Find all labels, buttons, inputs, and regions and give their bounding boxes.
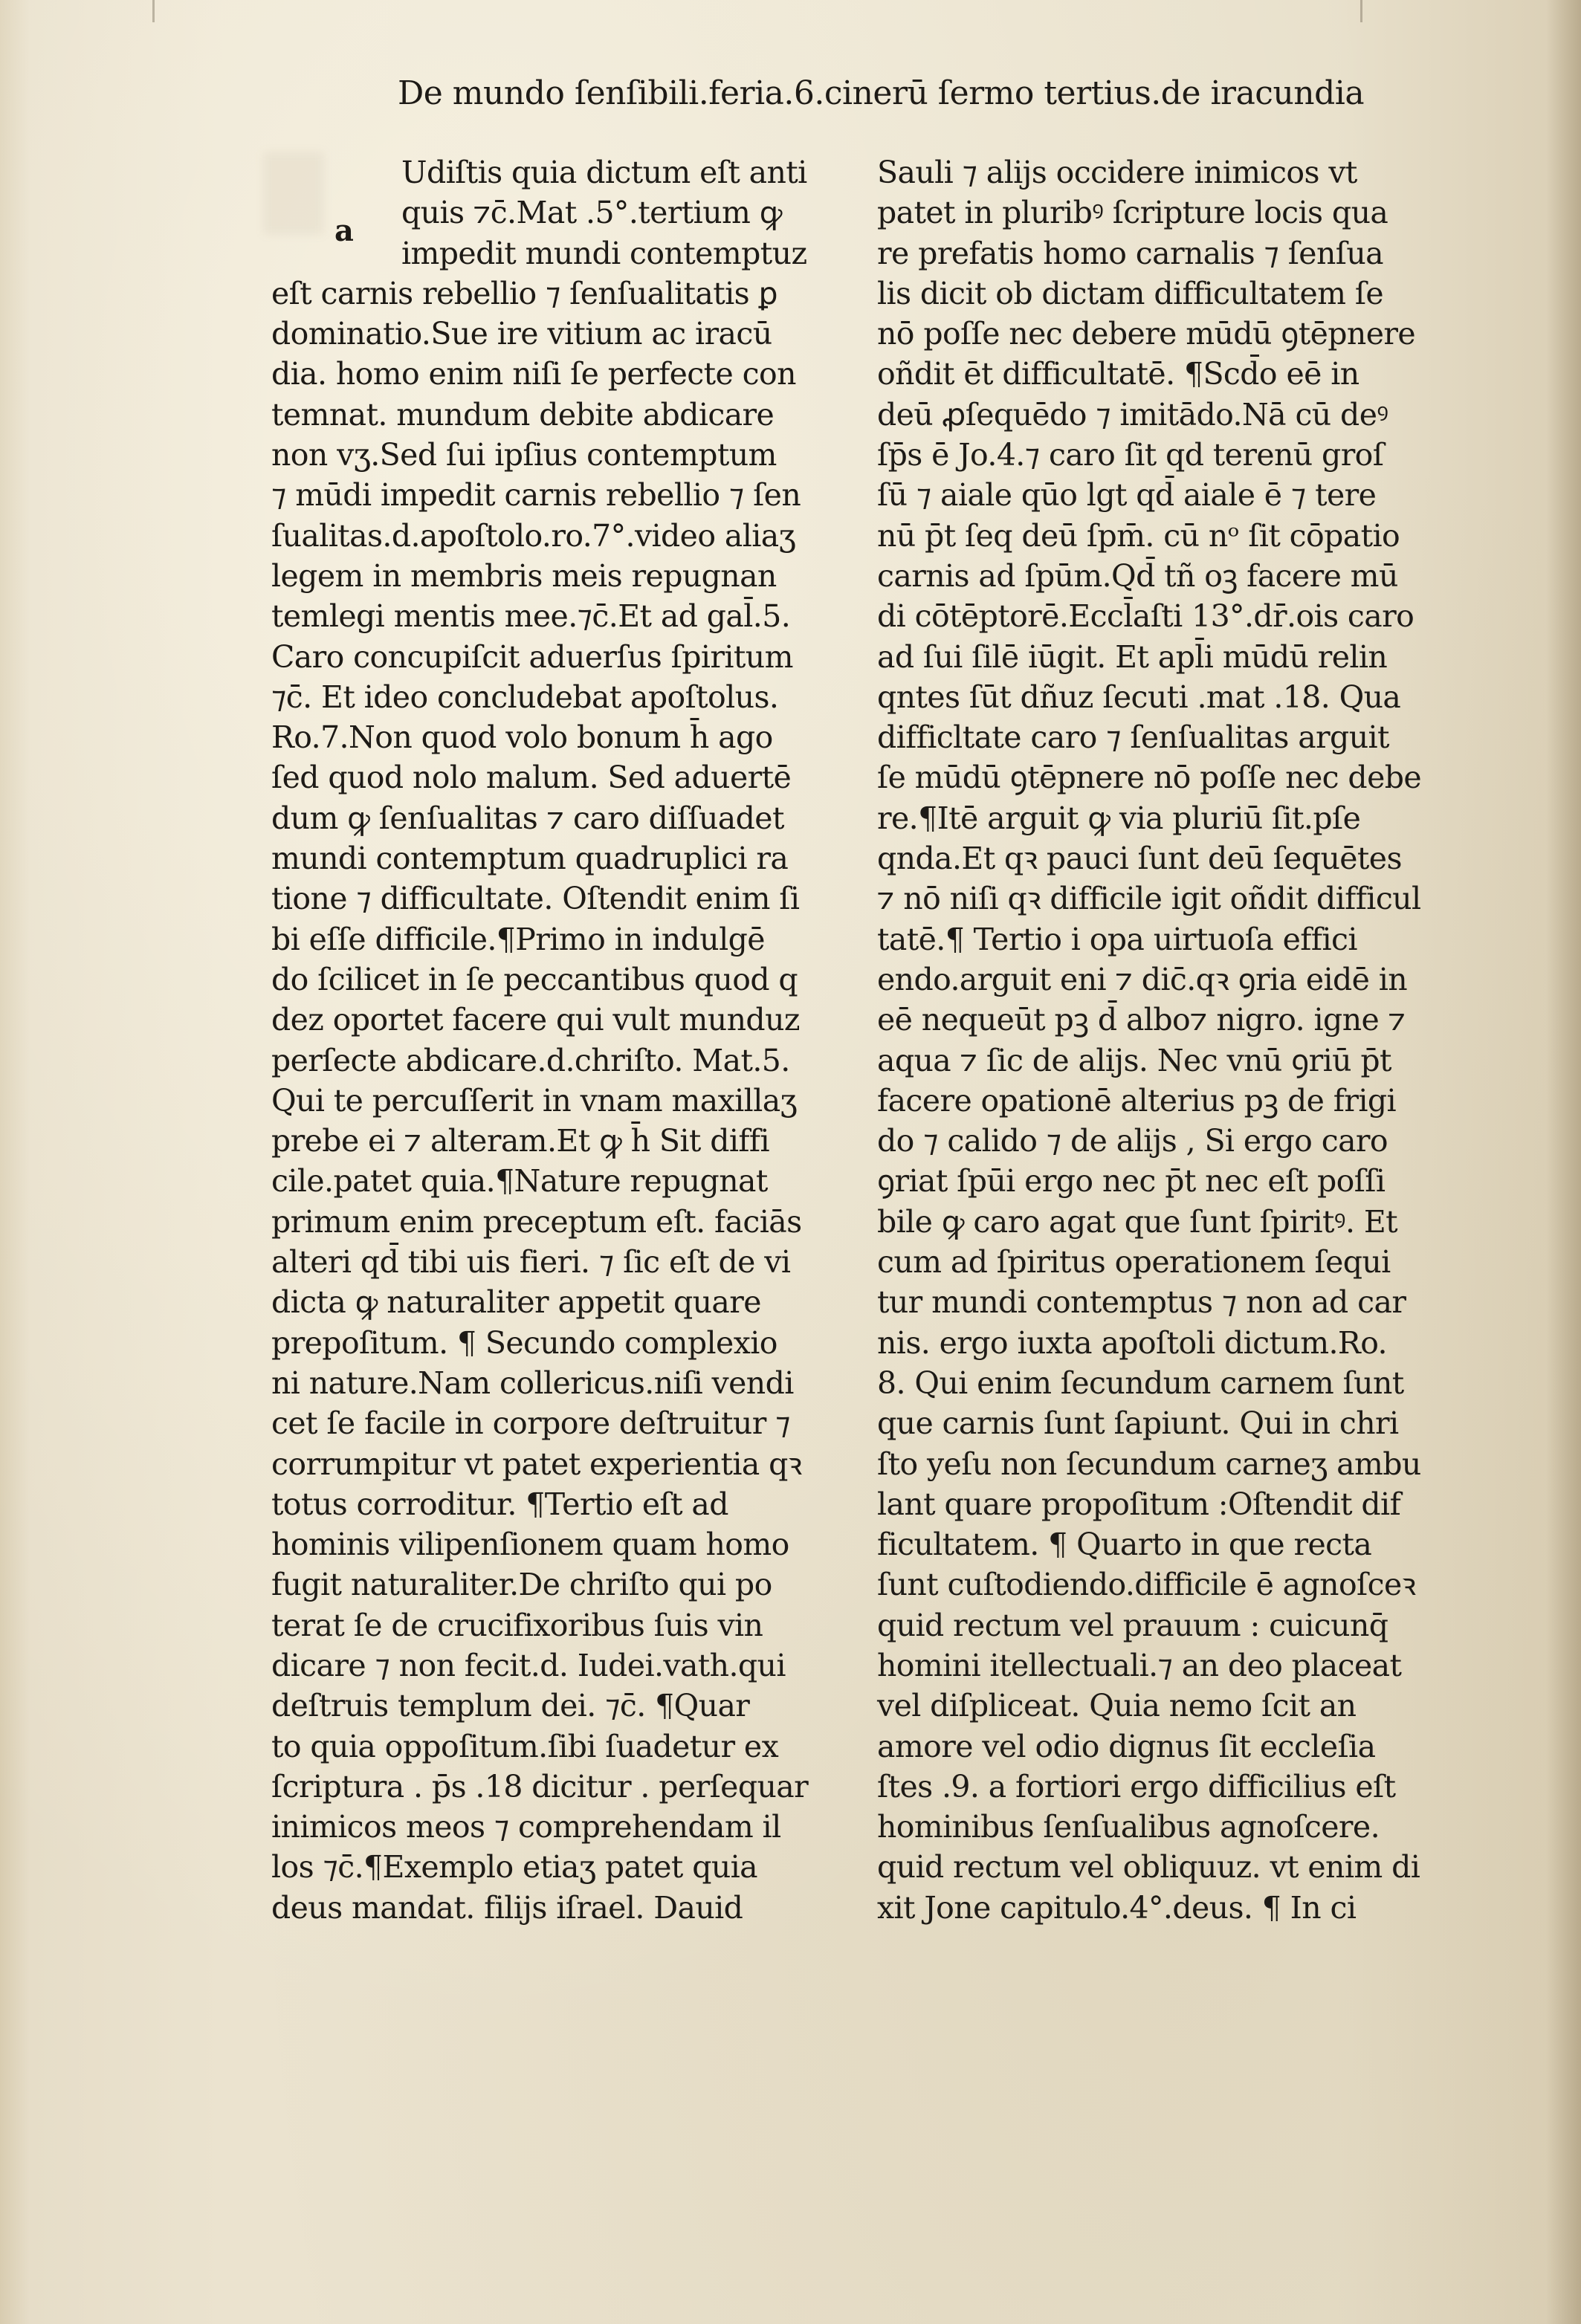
text-line: cum ad ſpiritus operationem ſequi	[877, 1244, 1391, 1281]
text-line: corrumpitur vt patet experientia qꝛ	[271, 1446, 802, 1482]
text-line: prepoſitum. ¶ Secundo complexio	[271, 1324, 777, 1361]
text-line: Qui te percuſſerit in vnam maxillaʒ	[271, 1082, 798, 1119]
text-line: qnda.Et qꝛ pauci ſunt deū ſequētes	[877, 841, 1402, 877]
text-line: mundi contemptum quadruplici ra	[271, 841, 789, 877]
text-line: quid rectum vel obliquuz. vt enim di	[877, 1849, 1420, 1886]
text-line: prebe ei ⁊ alteram.Et ꝙ h̄ Sit diffi	[271, 1123, 770, 1159]
text-line: que carnis ſunt ſapiunt. Qui in chri	[877, 1405, 1399, 1442]
text-line: quis ⁊c̄.Mat .5°.tertium ꝙ	[401, 195, 782, 231]
text-line: amore vel odio dignus ſit eccleſia	[877, 1728, 1376, 1764]
text-line: ſed quod nolo malum. Sed aduertē	[271, 760, 792, 796]
text-line: fugit naturaliter.De chriſto qui po	[271, 1567, 772, 1603]
text-line: ficultatem. ¶ Quarto in que recta	[877, 1527, 1372, 1563]
text-line: Sauli ⁊ alijs occidere inimicos vt	[877, 155, 1357, 190]
text-line: deus mandat. filijs iſrael. Dauid	[271, 1889, 743, 1926]
text-line: 8. Qui enim ſecundum carnem ſunt	[877, 1365, 1404, 1401]
text-line: lant quare propoſitum :Oſtendit dif	[877, 1486, 1401, 1522]
text-line: nō poſſe nec debere mūdū ꝯtēpnere	[877, 316, 1416, 352]
text-line: deſtruis templum dei. ⁊c̄. ¶Quar	[271, 1688, 750, 1724]
text-line: ꝯriat ſpūi ergo nec p̄t nec eſt poſſi	[877, 1163, 1386, 1200]
text-line: re.¶Itē arguit ꝙ via pluriū ſit.pſe	[877, 800, 1361, 836]
text-line: eē nequeūt pꝫ d̄ albo⁊ nigro. igne ⁊	[877, 1002, 1406, 1038]
text-line: lis dicit ob dictam difficultatem ſe	[877, 275, 1384, 311]
text-line: ⁊c̄. Et ideo concludebat apoſtolus.	[271, 679, 779, 715]
text-line: facere opationē alterius pꝫ de frigi	[877, 1082, 1396, 1119]
text-line: terat ſe de crucifixoribus ſuis vin	[271, 1607, 763, 1643]
text-line: primum enim preceptum eſt. faciās	[271, 1203, 802, 1240]
text-line: ſe mūdū ꝯtēpnere nō poſſe nec debe	[877, 760, 1422, 796]
text-line: impedit mundi contemptuz	[401, 235, 807, 271]
text-line: oñdit ēt difficultatē. ¶Scd̄o eē in	[877, 356, 1359, 392]
text-line: nū p̄t ſeq deū ſpm̄. cū nᵒ ſit cōpatio	[877, 517, 1400, 554]
text-line: Udiſtis quia dictum eſt anti	[401, 155, 807, 190]
text-line: nis. ergo iuxta apoſtoli dictum.Ro.	[877, 1324, 1387, 1361]
edge-mark	[152, 0, 155, 22]
text-line: bile ꝙ caro agat que ſunt ſpiritꝰ. Et	[877, 1203, 1398, 1240]
running-head: De mundo ſenſibili.feria.6.cinerū ſermo tertius.de iracundia	[398, 74, 1365, 112]
text-line: perſecte abdicare.d.chriſto. Mat.5.	[271, 1042, 790, 1078]
text-line: qntes ſūt dñuz ſecuti .mat .18. Qua	[877, 679, 1401, 715]
text-line: homini itellectuali.⁊ an deo placeat	[877, 1647, 1402, 1683]
text-line: hominis vilipenſionem quam homo	[271, 1527, 789, 1563]
text-line: cet ſe facile in corpore deſtruitur ⁊	[271, 1405, 790, 1442]
text-line: ſp̄s ē Jo.4.⁊ caro ſit qd terenū groſ	[877, 437, 1384, 473]
text-line: ⁊ nō niſi qꝛ difficile igit oñdit difficul	[877, 881, 1421, 917]
text-line: xit Jone capitulo.4°.deus. ¶ In ci	[877, 1889, 1357, 1926]
text-line: ſto yeſu non ſecundum carneʒ ambu	[877, 1446, 1421, 1482]
text-line: dicta ꝙ naturaliter appetit quare	[271, 1284, 761, 1321]
text-line: do ſcilicet in ſe peccantibus quod q	[271, 961, 798, 997]
text-line: cile.patet quia.¶Nature repugnat	[271, 1163, 768, 1200]
drop-initial-guide-letter: a	[334, 213, 354, 248]
text-line: los ⁊c̄.¶Exemplo etiaʒ patet quia	[271, 1849, 758, 1886]
text-line: ſualitas.d.apoſtolo.ro.7°.video aliaʒ	[271, 517, 796, 554]
text-line: tur mundi contemptus ⁊ non ad car	[877, 1284, 1406, 1321]
text-line: tione ⁊ difficultate. Oſtendit enim ſi	[271, 881, 800, 917]
text-line: temnat. mundum debite abdicare	[271, 396, 775, 433]
text-line: ⁊ mūdi impedit carnis rebellio ⁊ ſen	[271, 477, 801, 514]
text-line: di cōtēptorē.Eccl̄aſti 13°.dr̄.ois caro	[877, 598, 1415, 635]
text-line: ſunt cuſtodiendo.difficile ē agnoſceꝛ	[877, 1567, 1416, 1603]
text-line: temlegi mentis mee.⁊c̄.Et ad gal̄.5.	[271, 598, 791, 635]
text-line: ſtes .9. a fortiori ergo difficilius eſt	[877, 1768, 1396, 1805]
text-line: aqua ⁊ ſic de alijs. Nec vnū ꝯriū p̄t	[877, 1042, 1391, 1078]
text-line: patet in pluribꝰ ſcripture locis qua	[877, 195, 1388, 231]
left-text-column	[271, 152, 866, 1928]
text-line: dez oportet facere qui vult munduz	[271, 1002, 800, 1038]
text-line: vel diſpliceat. Quia nemo ſcit an	[877, 1688, 1357, 1724]
text-line: endo.arguit eni ⁊ dic̄.qꝛ ꝯria eidē in	[877, 961, 1408, 997]
text-line: dum ꝙ ſenſualitas ⁊ caro diſſuadet	[271, 800, 784, 836]
text-line: totus corroditur. ¶Tertio eſt ad	[271, 1486, 728, 1522]
text-line: dominatio.Sue ire vitium ac iracū	[271, 316, 772, 352]
text-line: dicare ⁊ non fecit.d. Iudei.vath.qui	[271, 1647, 786, 1683]
text-line: re prefatis homo carnalis ⁊ ſenſua	[877, 235, 1384, 271]
text-line: Caro concupiſcit aduerſus ſpiritum	[271, 638, 793, 675]
text-line: Ro.7.Non quod volo bonum h̄ ago	[271, 719, 773, 756]
text-line: carnis ad ſpūm.Qd̄ tñ oꝫ facere mū	[877, 557, 1398, 594]
text-line: bi eſſe difficile.¶Primo in indulgē	[271, 921, 765, 957]
text-line: quid rectum vel prauum : cuicunq̄	[877, 1607, 1388, 1643]
edge-mark	[1360, 0, 1362, 22]
text-line: hominibus ſenſualibus agnoſcere.	[877, 1809, 1380, 1845]
text-line: dia. homo enim niſi ſe perfecte con	[271, 356, 796, 392]
text-line: ad ſui ſilē iūgit. Et apl̄i mūdū relin	[877, 638, 1388, 675]
text-line: tatē.¶ Tertio i opa uirtuoſa effici	[877, 921, 1357, 957]
text-line: deū ꝓſequēdo ⁊ imitādo.Nā cū deꝰ	[877, 396, 1388, 433]
text-line: do ⁊ calido ⁊ de alijs , Si ergo caro	[877, 1123, 1388, 1159]
page-edge-shadow	[1546, 0, 1581, 2324]
text-line: to quia oppoſitum.ſibi ſuadetur ex	[271, 1728, 779, 1764]
text-line: difficltate caro ⁊ ſenſualitas arguit	[877, 719, 1389, 756]
text-line: non vʒ.Sed ſui ipſius contemptum	[271, 437, 777, 473]
text-line: ni nature.Nam collericus.niſi vendi	[271, 1365, 794, 1401]
text-line: alteri qd̄ tibi uis fieri. ⁊ ſic eſt de vi	[271, 1244, 791, 1281]
text-line: inimicos meos ⁊ comprehendam il	[271, 1809, 781, 1845]
text-line: ſcriptura . p̄s .18 dicitur . perſequar	[271, 1768, 809, 1805]
text-line: legem in membris meis repugnan	[271, 557, 777, 594]
text-line: ſū ⁊ aiale qūo lgt qd̄ aiale ē ⁊ tere	[877, 477, 1377, 514]
text-line: eſt carnis rebellio ⁊ ſenſualitatis ꝑ	[271, 275, 777, 311]
right-text-column	[877, 152, 1494, 1928]
